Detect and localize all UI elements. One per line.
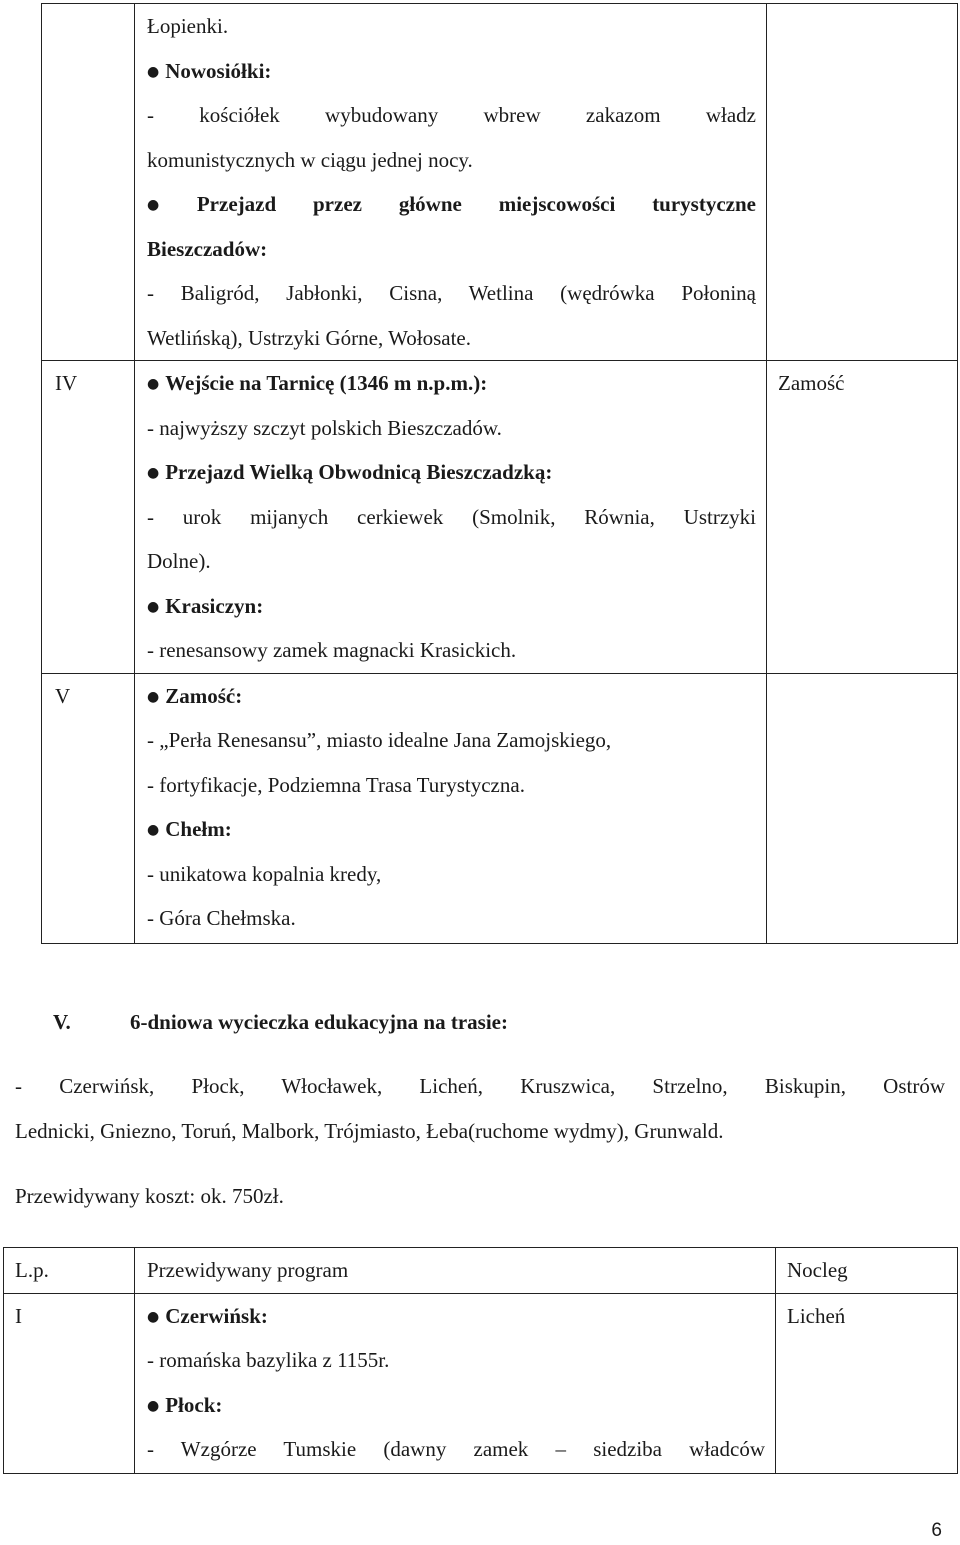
itinerary-table-continued — [41, 3, 958, 944]
program-line-text: Nowosiółki: — [165, 58, 272, 83]
program-line — [147, 227, 756, 272]
program-line — [147, 1427, 765, 1472]
section-title: 6-dniowa wycieczka edukacyjna na trasie: — [130, 1010, 508, 1034]
program-line-text: - najwyższy szczyt polskich Bieszczadów. — [147, 415, 502, 440]
program-line — [147, 49, 756, 94]
program-line-text: Wejście na Tarnicę (1346 m n.p.m.): — [165, 371, 488, 395]
program-line — [147, 807, 756, 852]
bullet-icon: ● — [147, 197, 191, 213]
program-line — [147, 138, 756, 183]
day-cell — [42, 361, 135, 674]
program-line — [147, 718, 756, 763]
program-line-text: komunistycznych w ciągu jednej nocy. — [147, 147, 473, 172]
itinerary-table — [3, 1247, 958, 1474]
program-line — [147, 406, 756, 451]
program-line — [147, 271, 756, 316]
table-header-row — [4, 1248, 958, 1294]
program-line-text: Bieszczadów: — [147, 236, 268, 261]
bullet-icon: ● — [147, 63, 160, 80]
bullet-icon: ● — [147, 376, 160, 392]
program-line — [147, 763, 756, 808]
day-cell — [42, 673, 135, 943]
program-line-text: Przejazd przez główne miejscowości turystyczne — [196, 192, 756, 216]
program-line — [147, 1383, 765, 1428]
program-line — [147, 1294, 765, 1339]
night-location: Licheń — [787, 1303, 846, 1328]
header-night-label: Nocleg — [787, 1258, 848, 1282]
program-line — [147, 852, 756, 897]
night-cell — [767, 4, 958, 361]
program-line-text: Dolne). — [147, 549, 211, 573]
day-cell — [4, 1293, 135, 1473]
section-heading — [53, 1000, 508, 1045]
night-location — [778, 674, 957, 719]
program-line — [147, 495, 756, 540]
program-line-text: - Baligród, Jabłonki, Cisna, Wetlina (wędrówka Połoniną — [147, 281, 756, 305]
program-lines — [147, 1294, 765, 1472]
program-line-text: Łopienki. — [147, 14, 229, 38]
program-line — [147, 1338, 765, 1383]
program-line-text: - urok mijanych cerkiewek (Smolnik, Równia, Ustrzyki — [147, 504, 756, 529]
program-line-text: Zamość: — [165, 683, 243, 708]
table-row — [42, 361, 958, 674]
day-number: V — [55, 683, 71, 708]
bullet-icon: ● — [147, 598, 160, 615]
program-line — [147, 450, 756, 495]
header-program-label: Przewidywany program — [147, 1258, 349, 1282]
program-line — [147, 361, 756, 406]
bullet-icon: ● — [147, 688, 160, 705]
day-number: IV — [55, 371, 78, 395]
program-line-text: Płock: — [165, 1392, 223, 1417]
program-line-text: - kościółek wybudowany wbrew zakazom władz — [147, 103, 756, 127]
program-line-text: Krasiczyn: — [165, 593, 264, 618]
program-line — [147, 896, 756, 941]
day-number: I — [15, 1303, 22, 1328]
program-line-text: Wetlińską), Ustrzyki Górne, Wołosate. — [147, 325, 471, 350]
program-line-text: - unikatowa kopalnia kredy, — [147, 861, 382, 886]
bullet-icon: ● — [147, 1397, 160, 1414]
table-row — [42, 4, 958, 361]
bullet-icon: ● — [147, 1308, 160, 1325]
program-cell — [135, 1293, 776, 1473]
program-line — [147, 628, 756, 673]
page-number: 6 — [931, 1520, 942, 1541]
route-line: - Czerwińsk, Płock, Włocławek, Licheń, Kruszwica, Strzelno, Biskupin, Ostrów — [15, 1074, 945, 1098]
table-row — [42, 673, 958, 943]
program-cell — [135, 4, 767, 361]
program-line — [147, 316, 756, 361]
day-cell — [42, 4, 135, 361]
program-line-text: Przejazd Wielką Obwodnicą Bieszczadzką: — [165, 460, 553, 484]
program-line-text: - fortyfikacje, Podziemna Trasa Turystyczna. — [147, 772, 525, 797]
program-line — [147, 584, 756, 629]
program-line — [147, 539, 756, 584]
program-lines — [147, 361, 756, 673]
night-cell — [776, 1293, 958, 1473]
night-cell — [767, 673, 958, 943]
program-line-text: Chełm: — [165, 817, 232, 841]
program-line-text: - renesansowy zamek magnacki Krasickich. — [147, 638, 517, 662]
route-paragraph — [15, 1064, 945, 1153]
program-lines — [147, 674, 756, 941]
header-program — [135, 1248, 776, 1294]
route-line: Lednicki, Gniezno, Toruń, Malbork, Trójmiasto, Łeba(ruchome wydmy), Grunwald. — [15, 1118, 724, 1143]
program-line — [147, 182, 756, 227]
program-line-text: - Wzgórze Tumskie (dawny zamek – siedziba władców — [147, 1437, 765, 1461]
header-lp — [4, 1248, 135, 1294]
program-cell — [135, 673, 767, 943]
program-line — [147, 674, 756, 719]
program-line-text: - romańska bazylika z 1155r. — [147, 1348, 390, 1372]
program-line-text: - „Perła Renesansu”, miasto idealne Jana Zamojskiego, — [147, 728, 612, 752]
program-line — [147, 93, 756, 138]
program-line-text: Czerwińsk: — [165, 1303, 268, 1328]
header-lp-label: L.p. — [15, 1258, 49, 1282]
table-row — [4, 1293, 958, 1473]
program-line-text: - Góra Chełmska. — [147, 906, 296, 930]
bullet-icon: ● — [147, 465, 160, 481]
night-location: Zamość — [778, 371, 845, 395]
bullet-icon: ● — [147, 822, 160, 838]
program-cell — [135, 361, 767, 674]
program-lines — [147, 4, 756, 360]
night-cell — [767, 361, 958, 674]
cost-text: Przewidywany koszt: ok. 750zł. — [15, 1184, 284, 1208]
header-night — [776, 1248, 958, 1294]
section-number: V. — [53, 1010, 71, 1034]
program-line — [147, 4, 756, 49]
